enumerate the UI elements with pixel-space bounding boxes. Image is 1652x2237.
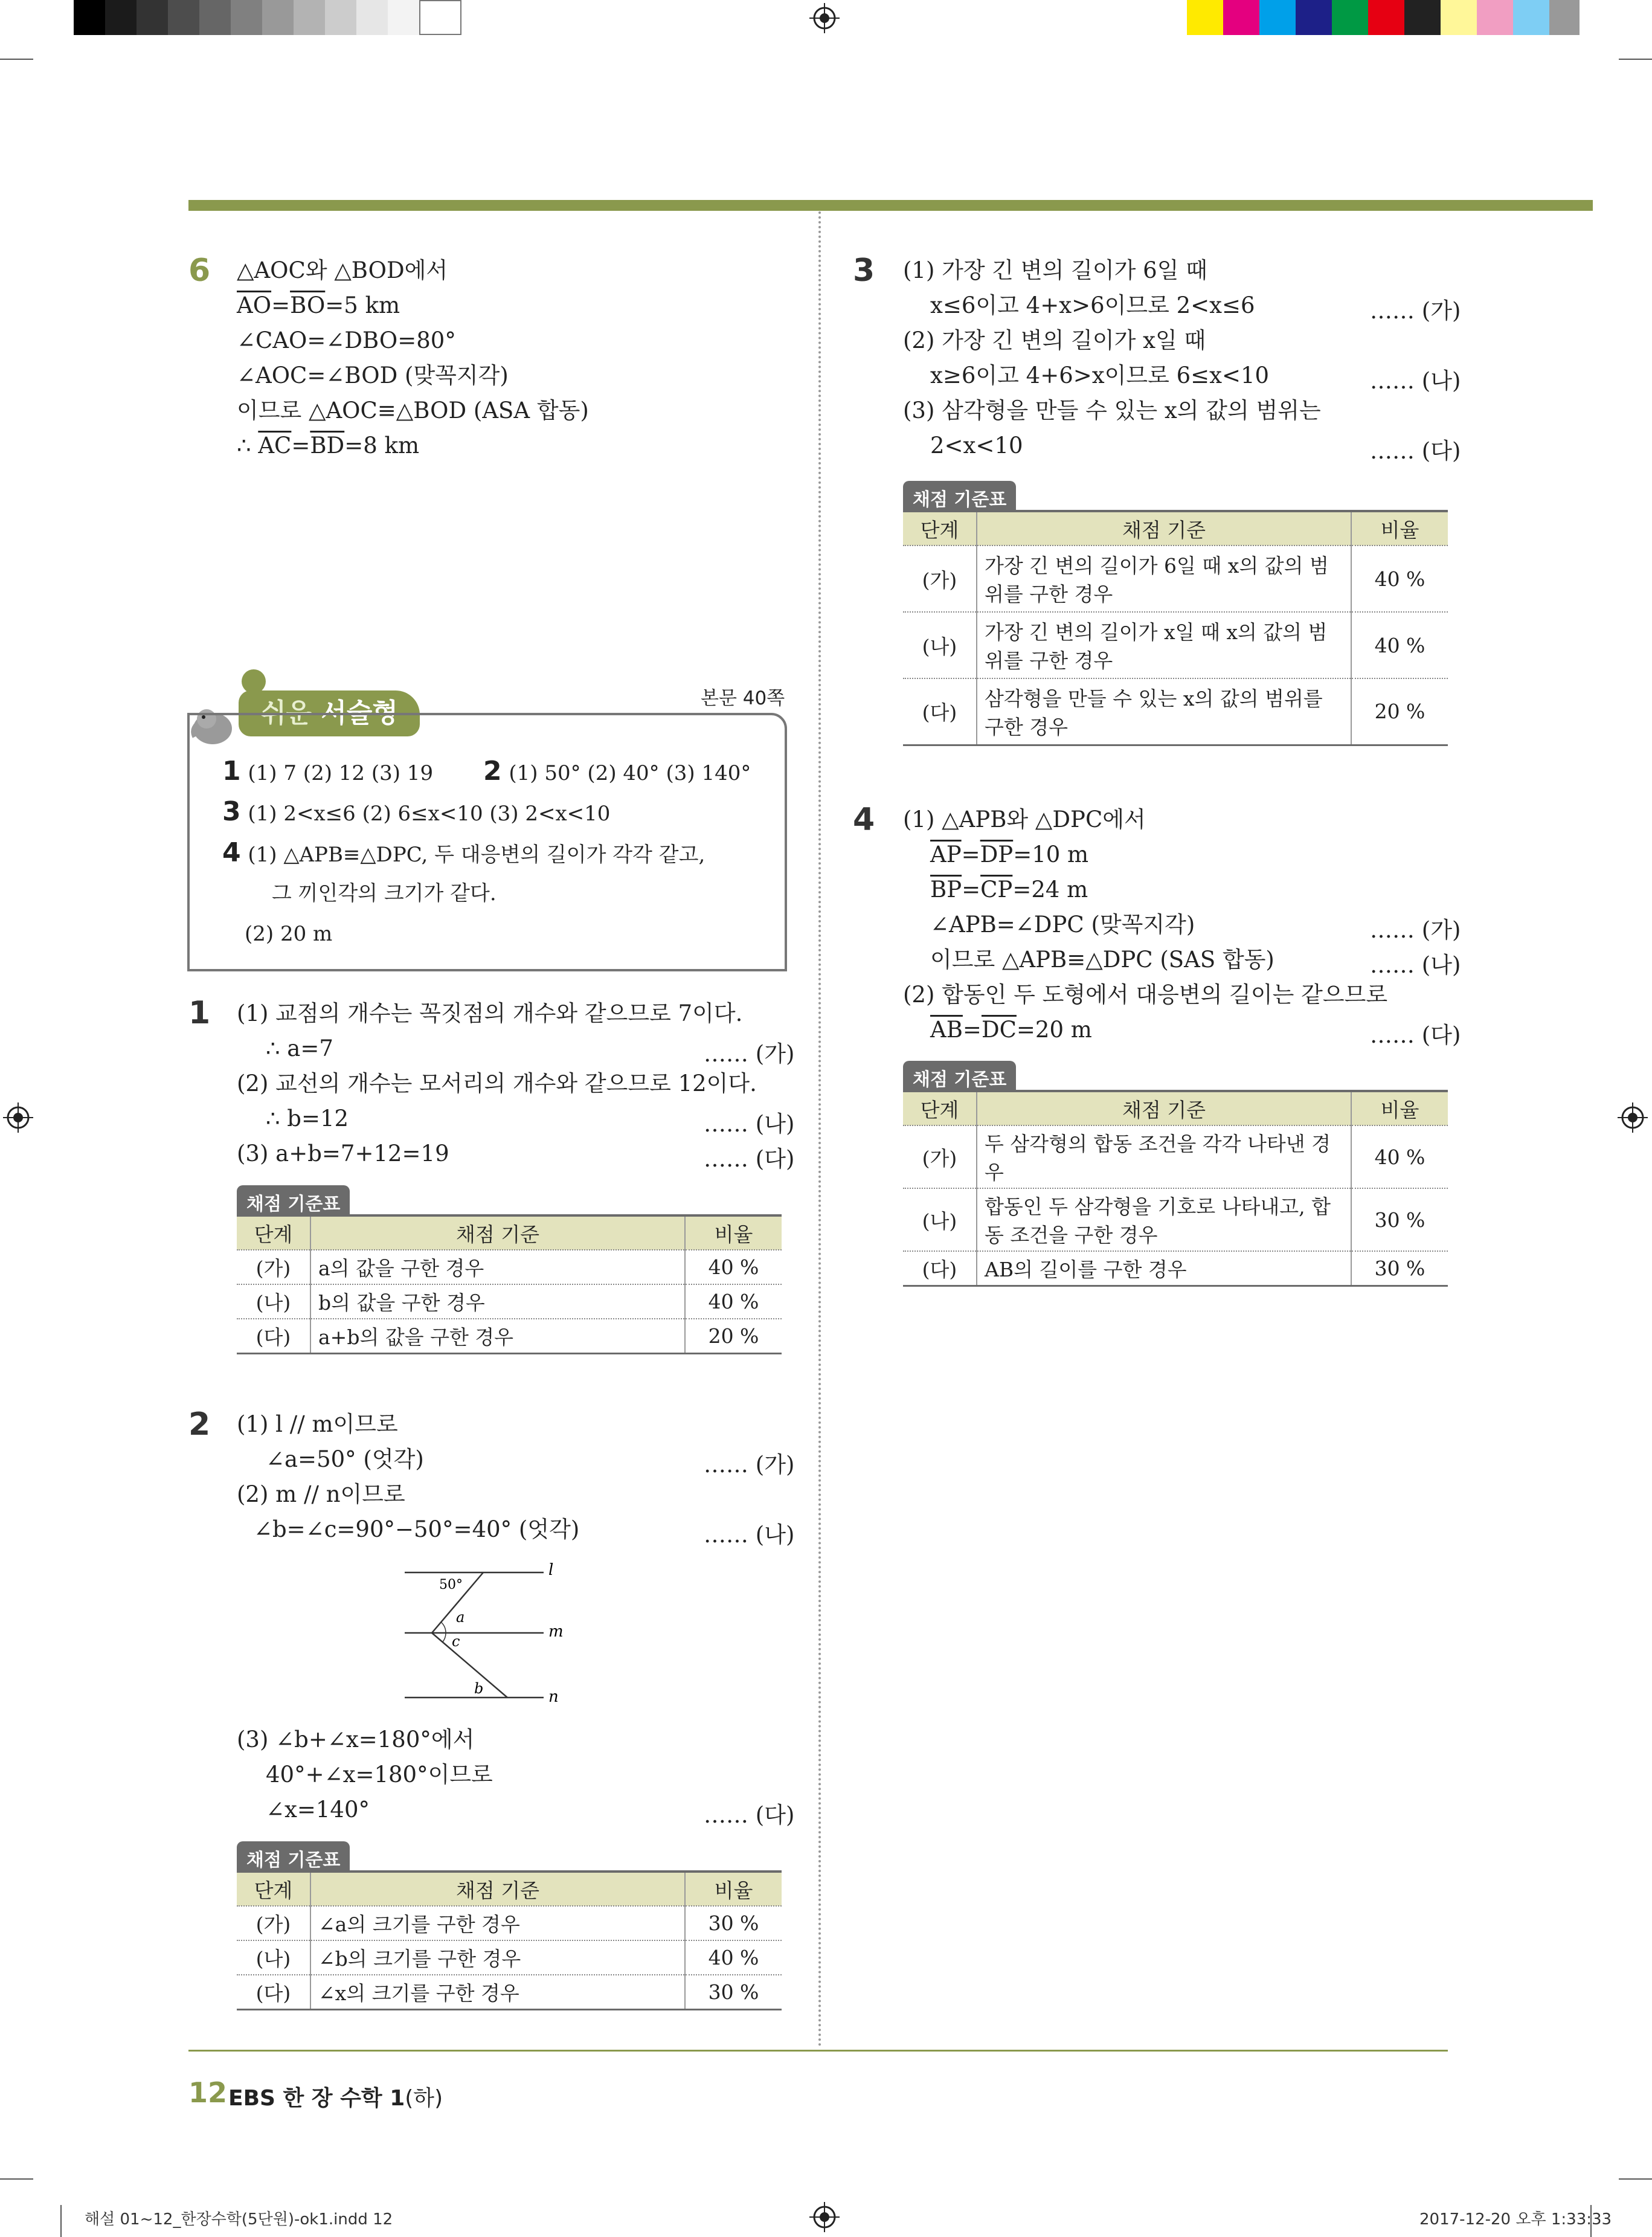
answer-row: 1 (1) 7 (2) 12 (3) 19 [222, 756, 434, 787]
answer-row: 그 끼인각의 크기가 같다. [272, 881, 497, 906]
angle-label-c: c [452, 1633, 460, 1650]
step-mark: …… (다) [704, 1802, 795, 1828]
parallel-lines-figure [399, 1556, 580, 1719]
text-line: (1) △APB와 △DPC에서 [903, 806, 1146, 832]
text-line: (2) 합동인 두 도형에서 대응변의 길이는 같으므로 [903, 982, 1388, 1008]
problem-number: 4 [853, 802, 875, 838]
angle-label-50: 50° [439, 1577, 463, 1592]
table-row: (가) 두 삼각형의 합동 조건을 각각 나타낸 경우 40 % [903, 1125, 1448, 1188]
table-row: (가) ∠a의 크기를 구한 경우 30 % [237, 1906, 782, 1940]
text-line: ∠APB=∠DPC (맞꼭지각) [930, 912, 1195, 938]
text-line: ∴ $\overline{AC}=\overline{BD}=8$ km [237, 433, 420, 459]
problem-number: 1 [188, 995, 211, 1031]
text-line: x≥6이고 4+6>x이므로 6≤x<10 [930, 362, 1270, 388]
table-row: (가) a의 값을 구한 경우 40 % [237, 1250, 782, 1284]
table-row: (나) b의 값을 구한 경우 40 % [237, 1284, 782, 1319]
angle-arc [441, 1622, 446, 1633]
line-label-l: l [548, 1561, 554, 1579]
text-line: ∠AOC=∠BOD (맞꼭지각) [237, 362, 509, 388]
text-line: ∴ b=12 [266, 1106, 349, 1131]
text-line: 이므로 △APB≡△DPC (SAS 합동) [930, 947, 1274, 973]
scoring-table [903, 510, 1448, 746]
angle-label-b: b [474, 1680, 484, 1697]
answer-row: (2) 20 m [245, 922, 333, 946]
text-line: ∠b=∠c=90°−50°=40° (엇각) [254, 1516, 580, 1542]
step-mark: …… (다) [1370, 438, 1461, 464]
file-info: 해설 01~12_한장수학(5단원)-ok1.indd 12 [85, 2210, 393, 2229]
text-line: 40°+∠x=180°이므로 [266, 1762, 493, 1788]
table-row: (나) ∠b의 크기를 구한 경우 40 % [237, 1940, 782, 1975]
answer-row: 3 (1) 2<x≤6 (2) 6≤x<10 (3) 2<x<10 [222, 796, 611, 827]
text-line: x≤6이고 4+x>6이므로 2<x≤6 [930, 292, 1255, 318]
book-title: EBS 한 장 수학 1(하) [228, 2086, 443, 2111]
text-line: (1) 교점의 개수는 꼭짓점의 개수와 같으므로 7이다. [237, 1000, 743, 1026]
table-header-row: 단계 채점 기준 비율 [237, 1872, 782, 1906]
text-line: (1) 가장 긴 변의 길이가 6일 때 [903, 257, 1207, 283]
table-row: (가) 가장 긴 변의 길이가 6일 때 x의 값의 범위를 구한 경우 40 % [903, 546, 1448, 612]
print-date: 2017-12-20 오후 1:33:33 [1419, 2210, 1612, 2229]
registration-mark-right [1618, 1102, 1648, 1133]
scoring-table-tag: 채점 기준표 [237, 1185, 350, 1219]
column-divider [818, 211, 821, 2048]
problem-number: 2 [188, 1406, 211, 1443]
line-label-n: n [548, 1688, 559, 1706]
table-header-row: 단계 채점 기준 비율 [903, 1091, 1448, 1125]
footer-rule [188, 2050, 1448, 2052]
text-line: $\overline{AO}=\overline{BO}=5$ km [237, 292, 400, 318]
step-mark: …… (가) [704, 1452, 795, 1478]
text-line: ∠x=140° [266, 1797, 370, 1823]
table-row: (다) 삼각형을 만들 수 있는 x의 값의 범위를 구한 경우 20 % [903, 678, 1448, 745]
step-mark: …… (다) [704, 1146, 795, 1172]
angle-arc [442, 1633, 446, 1643]
text-line: 2<x<10 [930, 433, 1023, 459]
header-accent-bar [188, 200, 1593, 211]
section-label: 쉬운 서술형 [239, 690, 420, 736]
transversal-lower [432, 1633, 507, 1698]
step-mark: …… (나) [1370, 952, 1461, 978]
text-line: (2) 가장 긴 변의 길이가 x일 때 [903, 327, 1206, 353]
problem-number: 6 [188, 253, 211, 289]
answer-row: 4 (1) △APB≡△DPC, 두 대응변의 길이가 각각 같고, [222, 837, 705, 868]
text-line: $\overline{AP}=\overline{DP}=10$ m [930, 842, 1089, 867]
step-mark: …… (가) [1370, 298, 1461, 324]
answer-row: 2 (1) 50° (2) 40° (3) 140° [483, 756, 751, 787]
step-mark: …… (나) [1370, 368, 1461, 394]
problem-number: 3 [853, 253, 875, 289]
step-mark: …… (가) [704, 1041, 795, 1067]
registration-mark-top [809, 3, 840, 33]
table-row: (나) 가장 긴 변의 길이가 x일 때 x의 값의 범위를 구한 경우 40 % [903, 612, 1448, 678]
table-row: (다) AB의 길이를 구한 경우 30 % [903, 1251, 1448, 1286]
text-line: ∠CAO=∠DBO=80° [237, 327, 456, 353]
text-line: ∠a=50° (엇각) [266, 1446, 424, 1472]
text-line: (3) 삼각형을 만들 수 있는 x의 값의 범위는 [903, 398, 1321, 423]
step-mark: …… (나) [704, 1522, 795, 1548]
angle-label-a: a [456, 1609, 465, 1626]
line-label-m: m [548, 1623, 564, 1641]
step-mark: …… (가) [1370, 917, 1461, 943]
page-number: 12 [188, 2076, 228, 2109]
text-line: ∴ a=7 [266, 1035, 333, 1061]
scoring-table [237, 1214, 782, 1354]
text-line: 이므로 △AOC≡△BOD (ASA 합동) [237, 398, 589, 423]
scoring-table-tag: 채점 기준표 [237, 1841, 350, 1875]
table-header-row: 단계 채점 기준 비율 [237, 1215, 782, 1250]
table-row: (다) ∠x의 크기를 구한 경우 30 % [237, 1975, 782, 2010]
registration-mark-bottom [809, 2202, 840, 2232]
text-line: $\overline{BP}=\overline{CP}=24$ m [930, 877, 1088, 903]
scoring-table [903, 1090, 1448, 1287]
table-header-row: 단계 채점 기준 비율 [903, 511, 1448, 546]
table-row: (나) 합동인 두 삼각형을 기호로 나타내고, 합동 조건을 구한 경우 30 % [903, 1188, 1448, 1251]
leaf-badge [242, 669, 266, 694]
text-line: △AOC와 △BOD에서 [237, 257, 448, 283]
scoring-table-tag: 채점 기준표 [903, 1061, 1016, 1095]
scoring-table-tag: 채점 기준표 [903, 481, 1016, 515]
step-mark: …… (다) [1370, 1022, 1461, 1048]
step-mark: …… (나) [704, 1111, 795, 1137]
text-line: (2) 교선의 개수는 모서리의 개수와 같으므로 12이다. [237, 1070, 757, 1096]
registration-mark-left [3, 1102, 33, 1133]
text-line: (1) l // m이므로 [237, 1411, 398, 1437]
page-reference: 본문 40쪽 [701, 687, 785, 709]
scoring-table [237, 1870, 782, 2010]
text-line: $\overline{AB}=\overline{DC}=20$ m [930, 1017, 1092, 1043]
text-line: (2) m // n이므로 [237, 1481, 405, 1507]
text-line: (3) a+b=7+12=19 [237, 1141, 449, 1167]
table-row: (다) a+b의 값을 구한 경우 20 % [237, 1319, 782, 1354]
text-line: (3) ∠b+∠x=180°에서 [237, 1727, 475, 1753]
